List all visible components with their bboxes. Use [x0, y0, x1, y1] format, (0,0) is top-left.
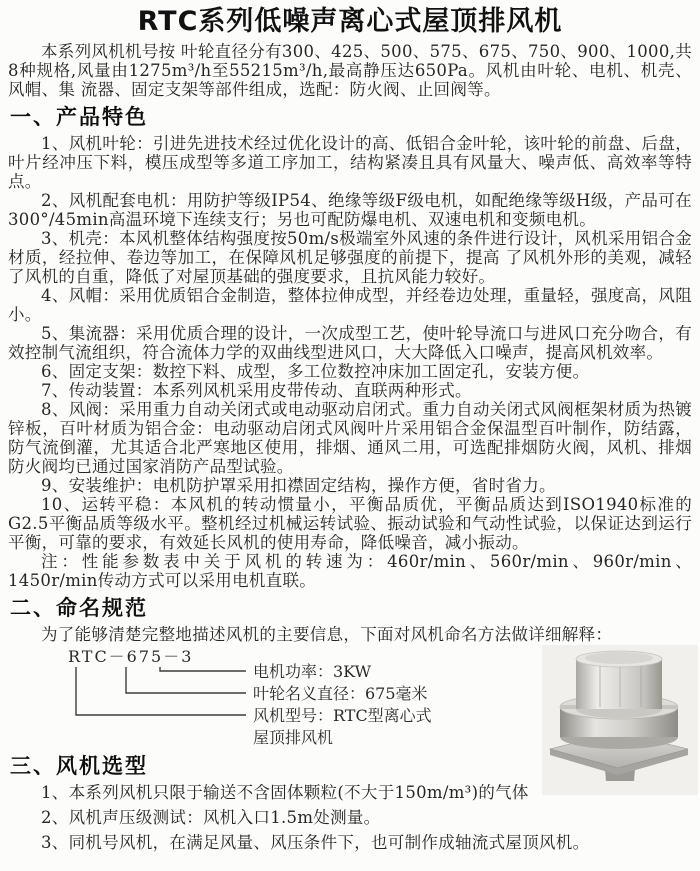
diagram-connector-lines: [76, 667, 246, 715]
diagram-label-model-line2: 屋顶排风机: [253, 728, 334, 747]
feature-list: [8, 134, 692, 590]
feature-item-1: 1、风机叶轮：引进先进技术经过优化设计的高、低铝合金叶轮，该叶轮的前盘、后盘，叶片经冲压下料，模压成型等多道工序加工，结构紧凑且具有风量大、噪声低、高效率等特点。: [8, 134, 692, 191]
intro-paragraph: 本系列风机机号按 叶轮直径分有300、425、500、575、675、750、900、1000,共8种规格,风量由1275m³/h至55215m³/h,最高静压达650Pa。风机由叶轮、电机、机壳、风帽、集 流器、固定支架等部件组成，选配：防火阀、止回阀等。: [8, 42, 692, 99]
feature-item-10: 10、运转平稳：本风机的转动惯量小，平衡品质优，平衡品质达到ISO1940标准的G2.5平衡品质等级水平。整机经过机械运转试验、振动试验和气动性试验，以保证达到运行平衡，可靠的要求，有效延长风机的使用寿命，降低噪音，减小振动。: [8, 495, 692, 552]
feature-item-6: 6、固定支架：数控下料、成型，多工位数控冲床加工固定孔，安装方便。: [41, 362, 590, 381]
diagram-label-diameter: 叶轮名义直径：675毫米: [253, 684, 428, 703]
naming-intro: 为了能够清楚完整地描述风机的主要信息，下面对风机命名方法做详细解释：: [41, 625, 613, 644]
selection-item-1: 1、本系列风机只限于输送不含固体颗粒(不大于150m/m³)的气体: [41, 783, 529, 802]
feature-item-7: 7、传动装置：本系列风机采用皮带传动、直联两种形式。: [41, 381, 472, 400]
diagram-label-power: 电机功率：3KW: [253, 662, 372, 681]
section-heading-features: 一、产品特色: [10, 105, 148, 129]
page-title: RTC系列低噪声离心式屋顶排风机: [137, 6, 563, 37]
feature-item-3: 3、机壳：本风机整体结构强度按50m/s极端室外风速的条件进行设计，风机采用铝合金材质，经拉伸、卷边等加工，在保障风机足够强度的前提下，提高 了风机外形的美观，减轻了风机的自重，降低了对屋顶基础的强度要求，且抗风能力较好。: [8, 229, 692, 286]
feature-note: 注：性能参数表中关于风机的转速为：460r/min、560r/min、960r/min、1450r/min传动方式可以采用电机直联。: [8, 552, 692, 590]
model-code-text: RTC－675－3: [68, 648, 194, 666]
feature-item-9: 9、安装维护：电机防护罩采用扣襟固定结构，操作方便，省时省力。: [41, 476, 556, 495]
diagram-label-model-line1: 风机型号：RTC型离心式: [253, 706, 432, 725]
model-code-diagram: [60, 648, 530, 748]
feature-item-2: 2、风机配套电机：用防护等级IP54、绝缘等级F级电机，如配绝缘等级H级，产品可在300°/45min高温环境下连续支行；另也可配防爆电机、双速电机和变频电机。: [8, 191, 692, 229]
section-heading-naming: 二、命名规范: [10, 596, 148, 620]
selection-item-2: 2、风机声压级测试：风机入口1.5m处测量。: [41, 808, 381, 827]
fan-product-photo: [542, 645, 698, 795]
section-heading-selection: 三、风机选型: [10, 754, 148, 778]
selection-item-3: 3、同机号风机，在满足风量、风压条件下，也可制作成轴流式屋顶风机。: [41, 833, 590, 852]
feature-item-8: 8、风阀：采用重力自动关闭式或电动驱动启闭式。重力自动关闭式风阀框架材质为热镀锌板，百叶材质为铝合金：电动驱动启闭式风阀叶片采用铝合金保温型百叶制作，防结露，防气流倒灌，尤其适合北严寒地区使用，排烟、通风二用，可选配排烟防火阀，风机、排烟防火阀均已通过国家消防产品型试验。: [8, 400, 692, 476]
fan-wind-cap: [576, 651, 662, 718]
feature-item-5: 5、集流器：采用优质合理的设计，一次成型工艺，使叶轮导流口与进风口充分吻合，有效控制气流组织，符合流体力学的双曲线型进风口，大大降低入口噪声，提高风机效率。: [8, 324, 692, 362]
feature-item-4: 4、风帽：采用优质铝合金制造，整体拉伸成型，并经卷边处理，重量轻，强度高，风阻小。: [8, 286, 692, 324]
